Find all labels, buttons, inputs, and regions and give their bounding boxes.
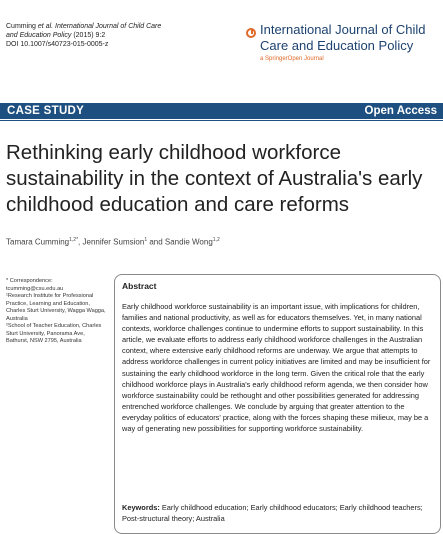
banner-divider [0,120,443,121]
abstract-box [114,274,441,534]
citation-et-al: et al. [37,23,54,30]
keywords-list: Early childhood education; Early childhood educators; Early childhood teachers; Post-structural theory; Australia [122,503,423,523]
open-access-badge: Open Access [364,105,437,117]
springer-open-icon [246,28,256,38]
affiliations-block [6,278,106,346]
journal-title: International Journal of Child Care and Education Policy [260,22,426,53]
keywords-label: Keywords: [122,503,160,512]
author-name[interactable]: Jennifer Sumsion [82,237,145,247]
section-banner [0,103,443,119]
author-separator: , [78,237,83,247]
article-title: Rethinking early childhood workforce sustainability in the context of Australia's early childhood education and care reforms [6,141,423,216]
citation-journal: International Journal of Child Care and Education Policy [6,23,162,39]
author-list [6,237,220,247]
citation-doi[interactable]: DOI 10.1007/s40723-015-0005-z [6,41,109,48]
correspondence-label: * Correspondence: [6,278,53,284]
abstract-text: Early childhood workforce sustainability is an important issue, with implications for children, families and national productivity, as well as for educators themselves. Yet, in many national contexts, workforce challenges continue to undermine efforts to support sustainability. In this article, we evaluate efforts to address early childhood workforce challenges in the Australian context, where extensive early childhood reforms are underway. We argue that attempts to address workforce challenges in current policy initiatives are limited and may be insufficient for sustaining the early childhood workforce in the long term. Given the critical role that the early childhood workforce plays in Australia's early childhood reform agenda, we then consider how workforce sustainability could be rethought and other possibilities generated for addressing entrenched workforce challenges. We conclude by arguing that greater attention to the everyday politics of educators' practice, along with the forces shaping these milieux, may be a way of generating new possibilities for supporting workforce sustainability. [122,302,431,434]
author-affiliation-marker: 1,2 [212,237,220,243]
section-label: CASE STUDY [7,105,85,117]
journal-subtitle: a SpringerOpen Journal [260,56,324,62]
abstract-heading: Abstract [122,281,157,291]
author-name[interactable]: Sandie Wong [164,237,213,247]
author-affiliation-marker: 1,2* [69,237,79,243]
correspondence-email[interactable]: tcumming@csu.edu.au [6,285,64,292]
author-separator: and [147,237,165,247]
author-name[interactable]: Tamara Cumming [6,237,70,247]
author-affiliation-marker: 1 [144,237,148,243]
citation-block [6,22,166,49]
affiliation-item: ²School of Teacher Education, Charles Sturt University, Panorama Ave, Bathurst, NSW 2795, Australia [6,323,102,344]
citation-authors: Cumming [6,23,38,30]
affiliation-item: ¹Research Institute for Professional Practice, Learning and Education, Charles Sturt University, Wagga Wagga, Australia [6,293,106,322]
citation-volume: (2015) 9:2 [71,32,106,39]
